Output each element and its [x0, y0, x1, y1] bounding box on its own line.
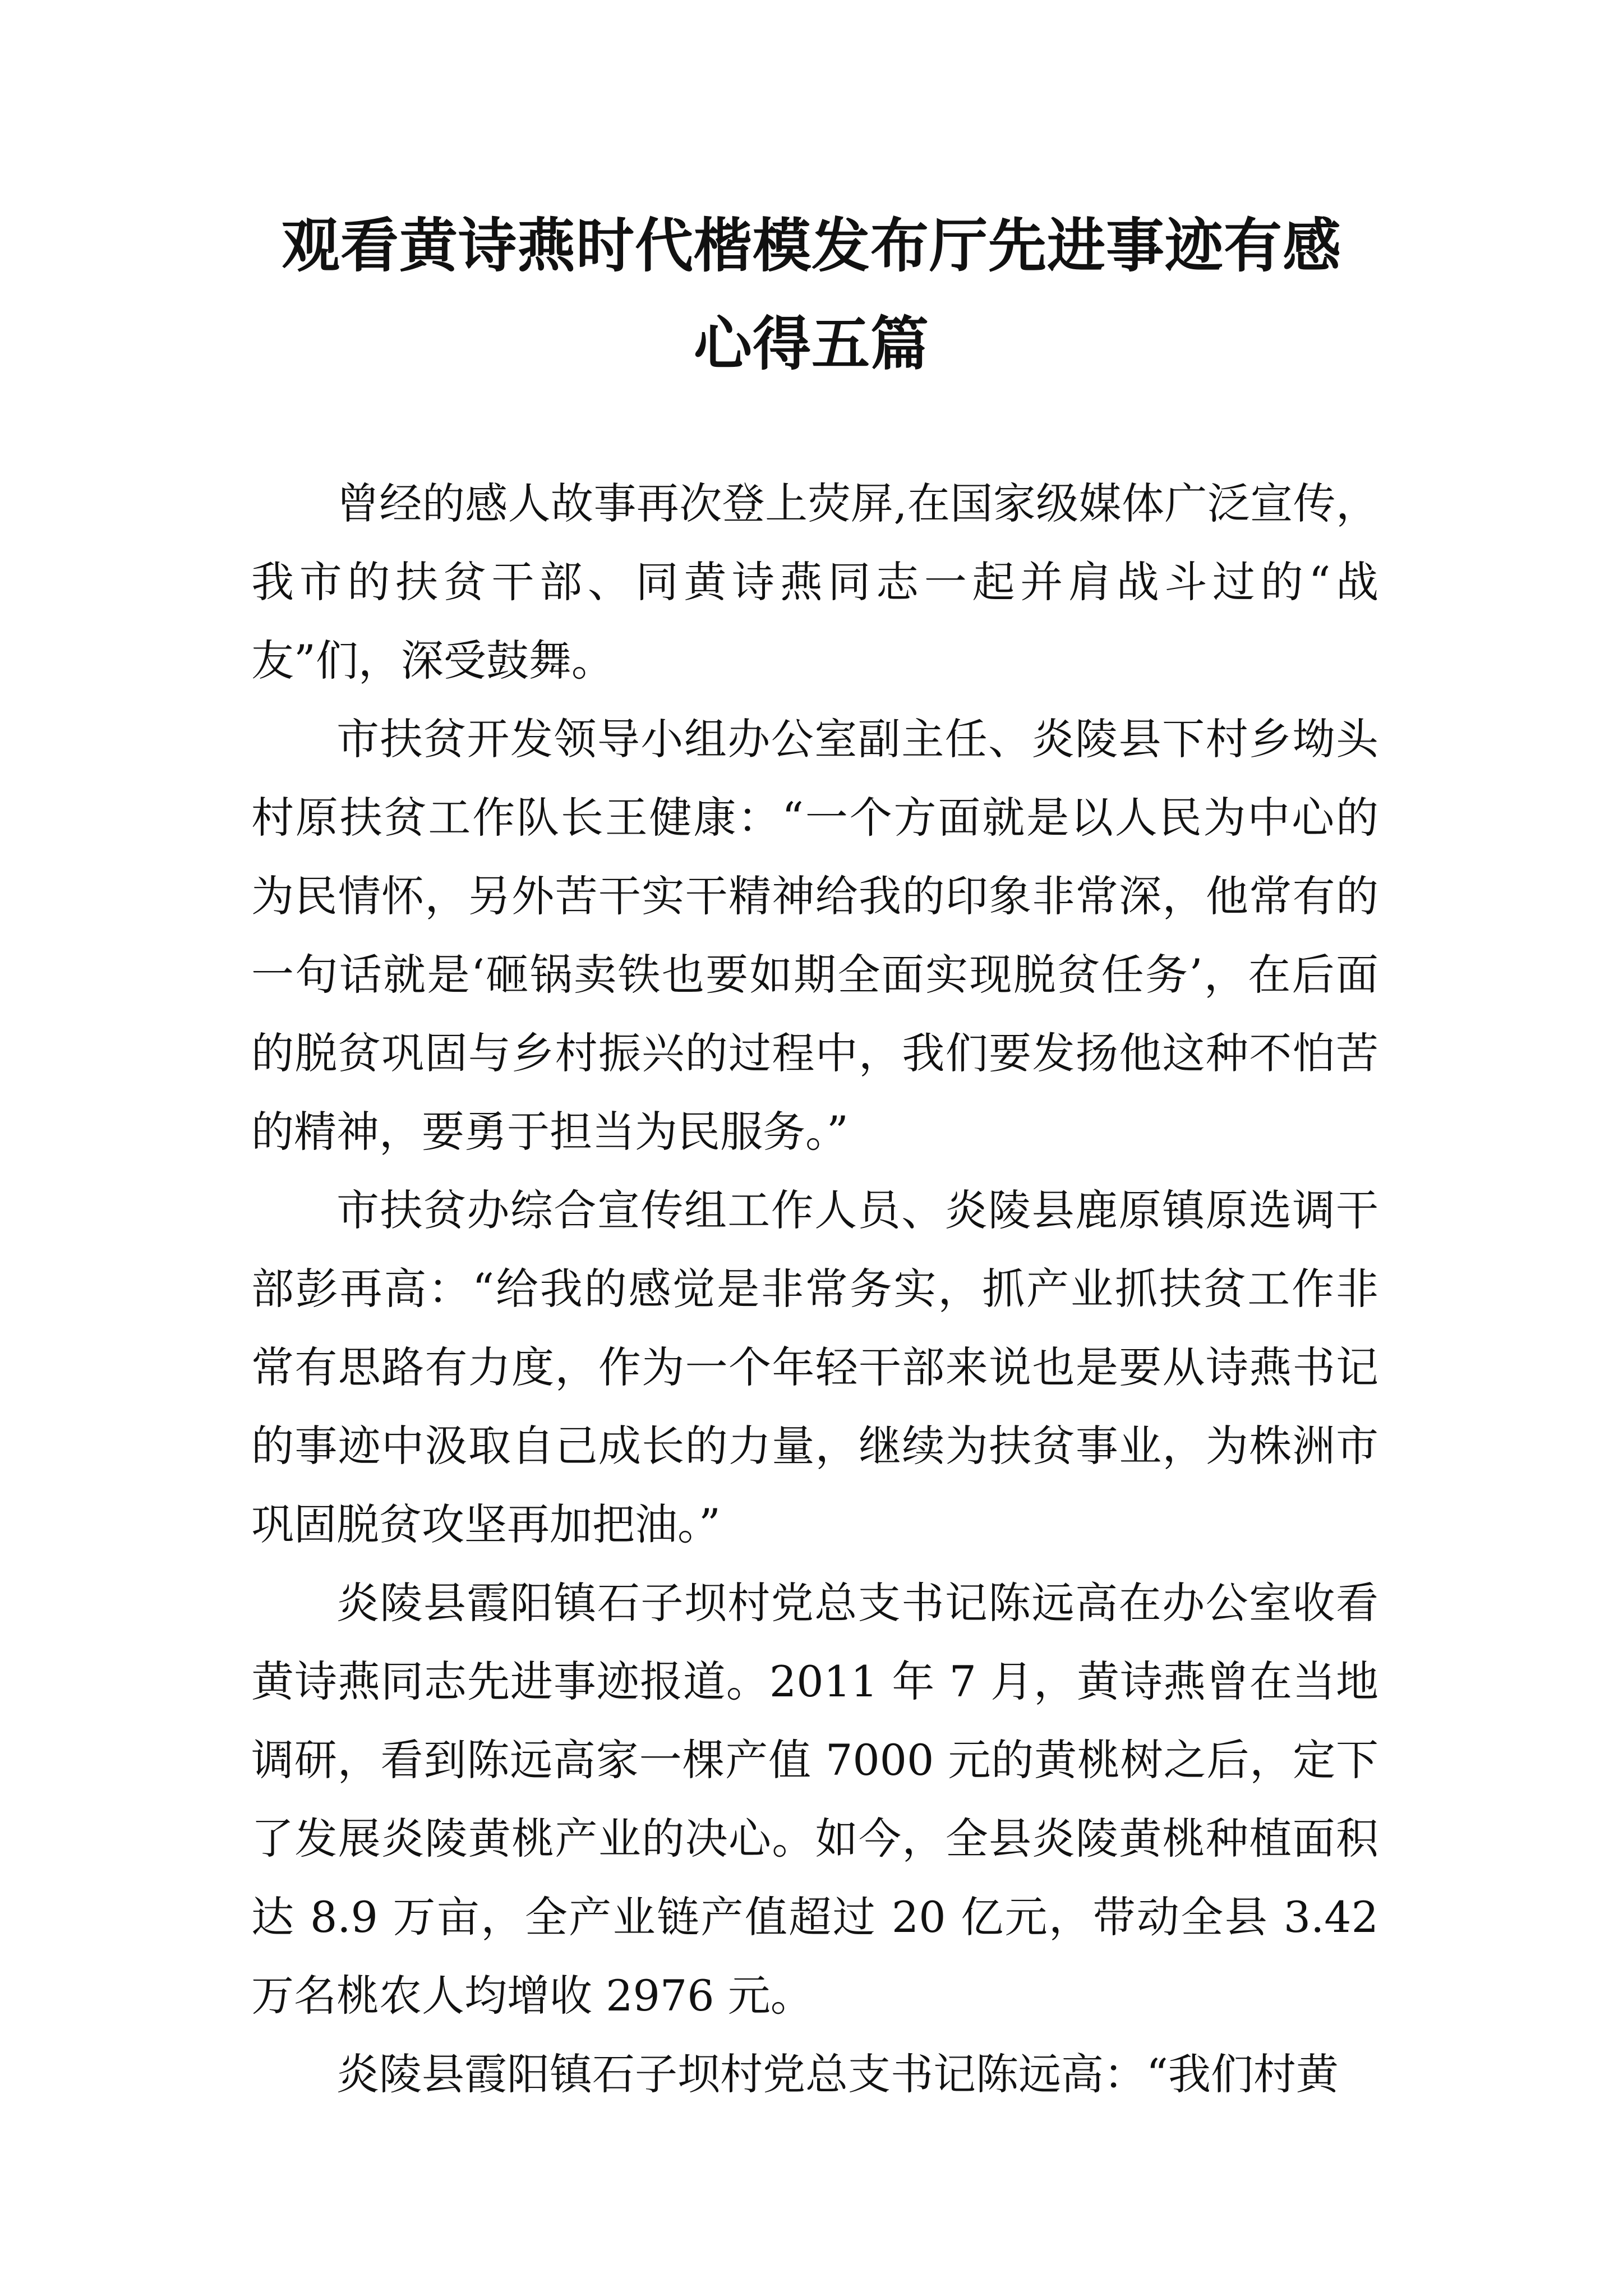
title-line-2: 心得五篇 [693, 309, 929, 378]
document-title [112, 196, 1511, 393]
document-body [251, 464, 1378, 2114]
title-line-1: 观看黄诗燕时代楷模发布厅先进事迹有感 [281, 211, 1341, 280]
paragraph-3: 市扶贫办综合宣传组工作人员、炎陵县鹿原镇原选调干部彭再高：“给我的感觉是非常务实，抓产业抓扶贫工作非常有思路有力度，作为一个年轻干部来说也是要从诗燕书记的事迹中汲取自己成长的力量，继续为扶贫事业，为株洲市巩固脱贫攻坚再加把油。” [251, 1185, 1378, 1549]
paragraph-4: 炎陵县霞阳镇石子坝村党总支书记陈远高在办公室收看黄诗燕同志先进事迹报道。2011 年 7 月，黄诗燕曾在当地调研，看到陈远高家一棵产值 7000 元的黄桃树之后，定下了发展炎陵黄桃产业的决心。如今，全县炎陵黄桃种植面积达 8.9 万亩，全产业链产值超过 20 亿元，带动全县 3.42 万名桃农人均增收 2976 元。 [251, 1578, 1378, 2021]
paragraph-1: 曾经的感人故事再次登上荧屏,在国家级媒体广泛宣传，我市的扶贫干部、同黄诗燕同志一起并肩战斗过的“战友”们，深受鼓舞。 [251, 478, 1378, 685]
paragraph-2: 市扶贫开发领导小组办公室副主任、炎陵县下村乡坳头村原扶贫工作队长王健康：“一个方面就是以人民为中心的为民情怀，另外苦干实干精神给我的印象非常深，他常有的一句话就是‘砸锅卖铁也要如期全面实现脱贫任务’，在后面的脱贫巩固与乡村振兴的过程中，我们要发扬他这种不怕苦的精神，要勇于担当为民服务。” [251, 714, 1378, 1157]
paragraph-5: 炎陵县霞阳镇石子坝村党总支书记陈远高：“我们村黄 [336, 2049, 1339, 2099]
